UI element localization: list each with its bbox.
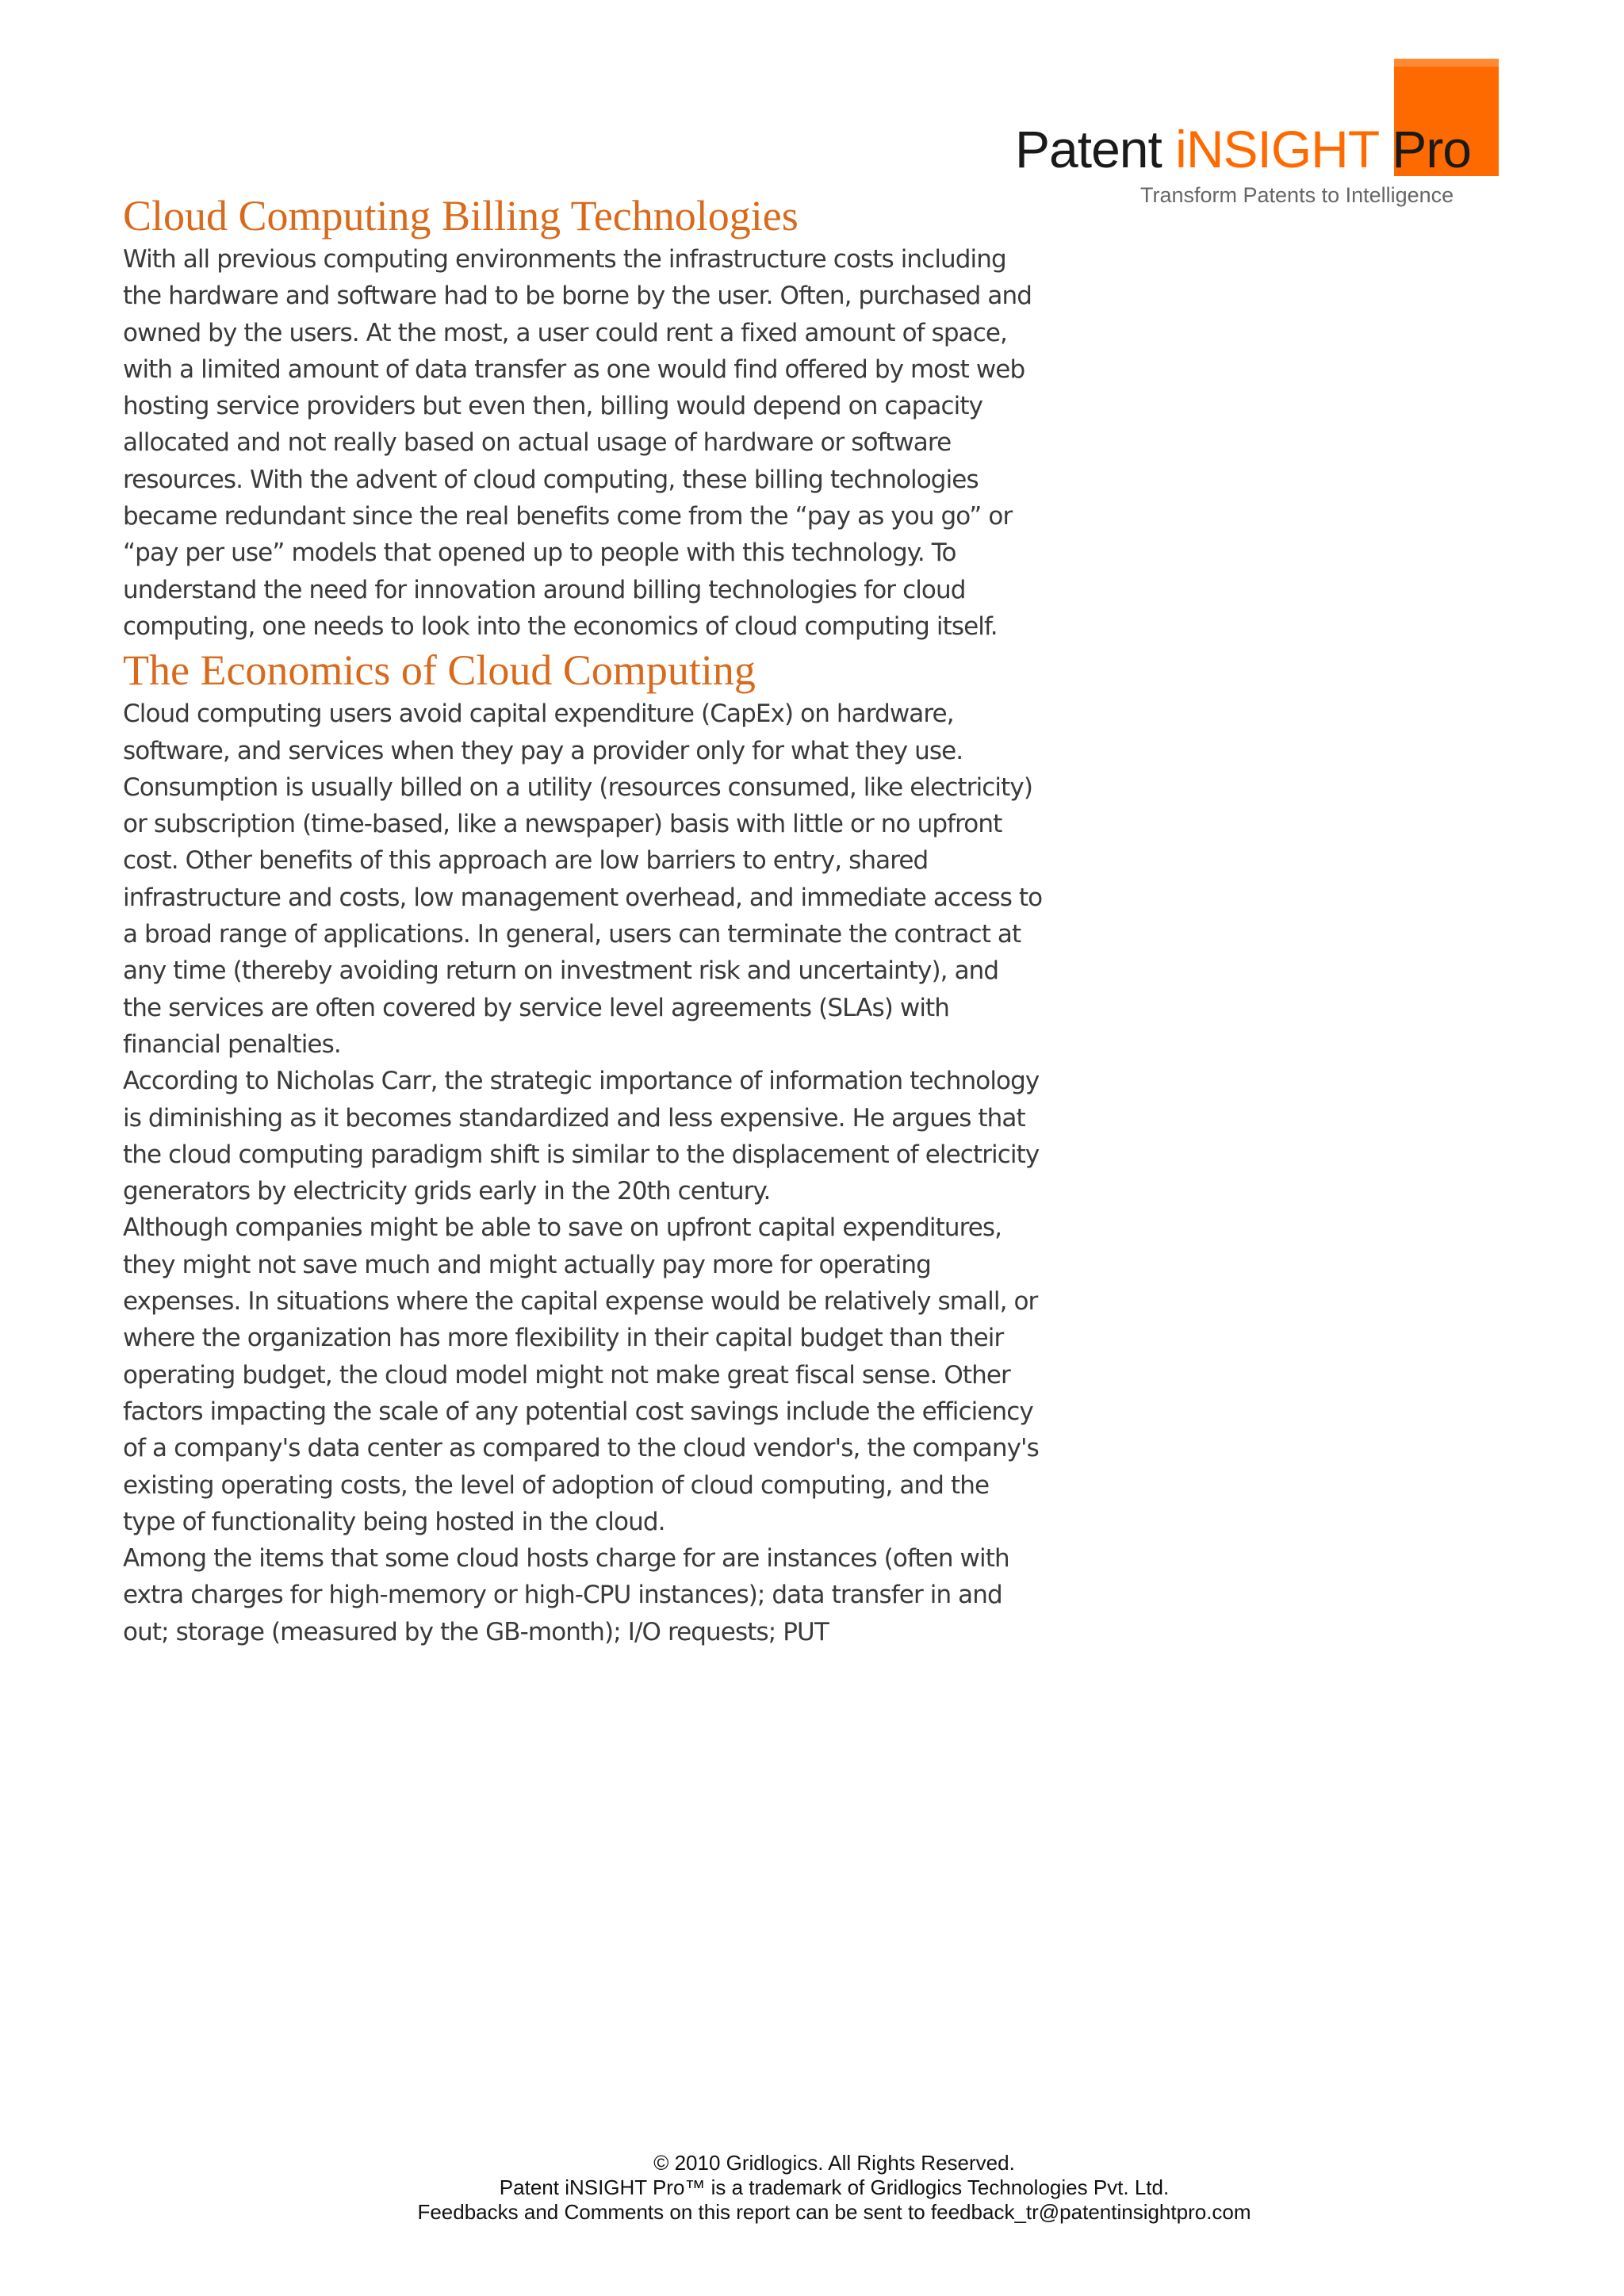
page-footer xyxy=(0,2151,1624,2225)
patent-insight-pro-logo xyxy=(1007,59,1499,209)
logo-wordmark xyxy=(1015,121,1471,178)
heading-economics: The Economics of Cloud Computing xyxy=(123,646,756,695)
main-content xyxy=(123,190,1043,1650)
paragraph-economics-capex: Cloud computing users avoid capital expenditure (CapEx) on hardware, software, and services when they pay a provider only for what they use. Consumption is usually billed on a utility (resources consumed, like electricity) or subscription (time-based, like a newspaper) basis with little or no upfront cost. Other benefits of this approach are low barriers to entry, shared infrastructure and costs, low management overhead, and immediate access to a broad range of applications. In general, users can terminate the contract at any time (thereby avoiding return on investment risk and uncertainty), and the services are often covered by service level agreements (SLAs) with financial penalties. xyxy=(123,700,1043,1059)
logo-wordmark-pro: Pro xyxy=(1377,120,1472,178)
paragraph-economics-carr: According to Nicholas Carr, the strategic importance of information technology is diminishing as it becomes standardized and less expensive. He argues that the cloud computing paradigm shift is similar to the displacement of electricity generators by electricity grids early in the 20th century. xyxy=(123,1067,1040,1206)
footer-feedback: Feedbacks and Comments on this report can be sent to feedback_tr@patentinsightpro.com xyxy=(417,2200,1251,2224)
logo-wordmark-insight: iNSIGHT xyxy=(1175,120,1378,178)
paragraph-economics-opex: Although companies might be able to save on upfront capital expenditures, they might not save much and might actually pay more for operating expenses. In situations where the capital expense would be relatively small, or where the organization has more flexibility in their capital budget than their operating budget, the cloud model might not make great fiscal sense. Other factors impacting the scale of any potential cost savings include the efficiency of a company's data center as compared to the cloud vendor's, the company's existing operating costs, the level of adoption of cloud computing, and the type of functionality being hosted in the cloud. xyxy=(123,1213,1039,1536)
footer-copyright: © 2010 Gridlogics. All Rights Reserved. xyxy=(653,2151,1015,2175)
paragraph-billing-intro: With all previous computing environments the infrastructure costs including the hardware and software had to be borne by the user. Often, purchased and owned by the users. At the most, a user could rent a fixed amount of space, with a limited amount of data transfer as one would find offered by most web hosting service providers but even then, billing would depend on capacity allocated and not really based on actual usage of hardware or software resources. With the advent of cloud computing, these billing technologies became redundant since the real benefits come from the “pay as you go” or “pay per use” models that opened up to people with this technology. To understand the need for innovation around billing technologies for cloud computing, one needs to look into the economics of cloud computing itself. xyxy=(123,245,1032,641)
paragraph-economics-charges: Among the items that some cloud hosts charge for are instances (often with extra charges for high-memory or high-CPU instances); data transfer in and out; storage (measured by the GB-month); I/O requests; PUT xyxy=(123,1544,1009,1646)
logo-tagline: Transform Patents to Intelligence xyxy=(1140,183,1454,207)
logo-wordmark-patent: Patent xyxy=(1015,120,1176,178)
heading-billing-technologies: Cloud Computing Billing Technologies xyxy=(123,192,799,240)
footer-trademark: Patent iNSIGHT Pro™ is a trademark of Gridlogics Technologies Pvt. Ltd. xyxy=(499,2175,1170,2199)
